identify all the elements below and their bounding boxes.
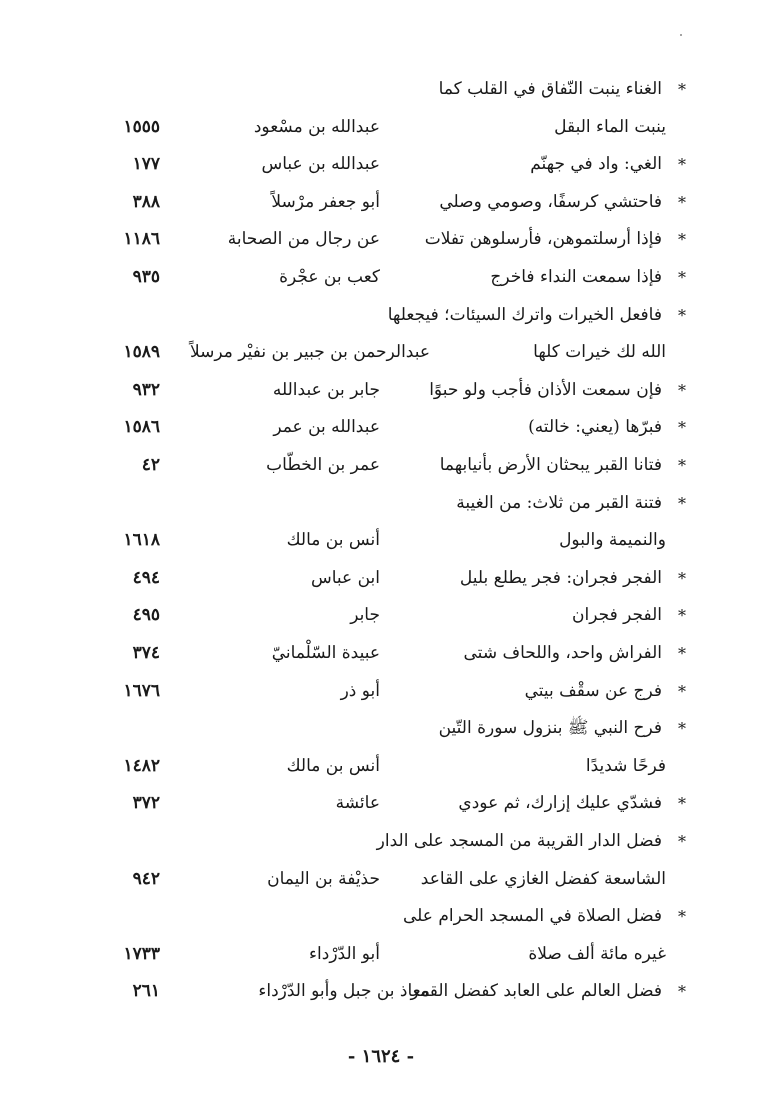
hadith-number: ١٥٨٦ xyxy=(123,417,160,438)
hadith-text: فاحتشي كرسفًا، وصومي وصلي xyxy=(439,191,662,212)
hadith-text-continuation: غيره مائة ألف صلاة xyxy=(528,943,666,964)
hadith-number: ١٦٧٦ xyxy=(123,680,160,701)
hadith-number: ١٧٧ xyxy=(132,154,160,175)
index-entry-row xyxy=(0,864,762,894)
index-entry-row xyxy=(0,187,762,217)
hadith-number: ٣٧٤ xyxy=(132,643,160,663)
entry-star-marker: * xyxy=(678,982,686,1002)
entry-star-marker: * xyxy=(678,832,686,851)
index-entry-row xyxy=(0,939,762,969)
hadith-number: ٩٣٢ xyxy=(132,379,160,400)
hadith-text: فإذا سمعت النداء فاخرج xyxy=(490,267,662,287)
hadith-text: فضل الصلاة في المسجد الحرام على xyxy=(403,906,662,927)
narrator-name: ابن عباس xyxy=(310,567,380,588)
index-entry-row xyxy=(0,412,762,442)
entry-star-marker: * xyxy=(678,606,686,626)
index-entry-row xyxy=(0,525,762,555)
hadith-text-continuation: الشاسعة كفضل الغازي على القاعد xyxy=(420,868,666,889)
index-entry-row xyxy=(0,337,762,367)
hadith-text-continuation: والنميمة والبول xyxy=(559,530,666,551)
entry-star-marker: * xyxy=(678,794,686,814)
hadith-text-continuation: فرحًا شديدًا xyxy=(585,755,666,776)
narrator-name: جابر بن عبدالله xyxy=(272,379,380,400)
narrator-name: معاذ بن جبل وأبو الدّرْداء xyxy=(258,981,430,1002)
hadith-number: ٤٩٥ xyxy=(132,605,160,626)
entry-star-marker: * xyxy=(678,192,686,212)
narrator-name: أبو جعفر مرْسلاً xyxy=(271,191,380,212)
index-entry-row xyxy=(0,826,762,856)
hadith-text: فإن سمعت الأذان فأجب ولو حبوًا xyxy=(429,379,662,400)
hadith-number: ١١٨٦ xyxy=(123,229,160,250)
hadith-number: ٣٨٨ xyxy=(132,191,160,212)
narrator-name: أبو الدّرْداء xyxy=(309,943,380,964)
hadith-text: الفجر فجران xyxy=(572,605,662,626)
hadith-text: فتنة القبر من ثلاث: من الغيبة xyxy=(456,492,662,513)
hadith-text: فضل العالم على العابد كفضل القمر xyxy=(410,981,662,1002)
entry-star-marker: * xyxy=(678,305,686,325)
hadith-number: ١٥٨٩ xyxy=(123,342,160,363)
hadith-text-continuation: الله لك خيرات كلها xyxy=(533,342,666,363)
index-entry-row xyxy=(0,976,762,1006)
hadith-text: فرح النبي ﷺ بنزول سورة التّين xyxy=(438,718,662,739)
index-entry-row xyxy=(0,300,762,330)
hadith-text: فافعل الخيرات واترك السيئات؛ فيجعلها xyxy=(387,304,662,325)
hadith-number: ١٧٣٣ xyxy=(123,943,160,964)
hadith-number: ٩٣٥ xyxy=(132,267,160,287)
page-speck xyxy=(680,34,682,36)
index-entry-row xyxy=(0,563,762,593)
hadith-text: فبرّها (يعني: خالته) xyxy=(528,417,662,438)
index-entry-row xyxy=(0,488,762,518)
index-entry-row xyxy=(0,112,762,142)
narrator-name: عبدالله بن مسْعود xyxy=(253,116,380,137)
page-number: - ١٦٢٤ - xyxy=(347,1046,415,1067)
narrator-name: عبدالرحمن بن جبير بن نفيْر مرسلاً xyxy=(190,342,430,363)
narrator-name: كعب بن عجْرة xyxy=(279,267,380,287)
entry-star-marker: * xyxy=(678,644,686,663)
hadith-number: ١٥٥٥ xyxy=(123,116,160,137)
index-entry-row xyxy=(0,450,762,480)
narrator-name: عمر بن الخطّاب xyxy=(266,455,380,475)
entry-star-marker: * xyxy=(678,80,686,99)
hadith-text: فرج عن سقْف بيتي xyxy=(524,680,662,701)
hadith-text: فتانا القبر يبحثان الأرض بأنيابهما xyxy=(439,455,662,475)
entry-star-marker: * xyxy=(678,493,686,513)
entry-star-marker: * xyxy=(678,380,686,400)
narrator-name: حذيْفة بن اليمان xyxy=(267,868,380,889)
narrator-name: عبيدة السّلْمانيّ xyxy=(271,643,380,663)
entry-star-marker: * xyxy=(678,230,686,250)
hadith-number: ١٤٨٢ xyxy=(123,755,160,776)
hadith-text: فإذا أرسلتموهن، فأرسلوهن تفلات xyxy=(424,229,662,250)
narrator-name: عائشة xyxy=(335,793,380,814)
narrator-name: أنس بن مالك xyxy=(286,530,380,551)
hadith-text: فشدّي عليك إزارك، ثم عودي xyxy=(458,793,662,814)
narrator-name: عبدالله بن عباس xyxy=(261,154,380,175)
index-entry-row xyxy=(0,375,762,405)
hadith-text-continuation: ينبت الماء البقل xyxy=(554,116,666,137)
hadith-text: الغناء ينبت النّفاق في القلب كما xyxy=(438,79,662,99)
index-entry-row xyxy=(0,224,762,254)
hadith-text: الفجر فجران: فجر يطلع بليل xyxy=(459,567,662,588)
index-entry-row xyxy=(0,676,762,706)
entry-star-marker: * xyxy=(678,418,686,438)
entry-star-marker: * xyxy=(678,907,686,927)
entry-star-marker: * xyxy=(678,568,686,588)
hadith-number: ٣٧٢ xyxy=(132,793,160,814)
entry-star-marker: * xyxy=(678,681,686,701)
index-entry-row xyxy=(0,149,762,179)
hadith-text: الفراش واحد، واللحاف شتى xyxy=(463,643,662,663)
index-entry-row xyxy=(0,600,762,630)
narrator-name: أنس بن مالك xyxy=(286,755,380,776)
entry-star-marker: * xyxy=(678,155,686,175)
narrator-name: عبدالله بن عمر xyxy=(273,417,380,438)
hadith-number: ٤٢ xyxy=(141,455,160,475)
hadith-number: ٩٤٢ xyxy=(132,868,160,889)
index-entry-row xyxy=(0,788,762,818)
hadith-number: ٢٦١ xyxy=(132,981,160,1002)
index-entry-row xyxy=(0,713,762,743)
hadith-text: فضل الدار القريبة من المسجد على الدار xyxy=(376,831,662,851)
narrator-name: أبو ذر xyxy=(340,680,380,701)
narrator-name: عن رجال من الصحابة xyxy=(227,229,380,250)
entry-star-marker: * xyxy=(678,268,686,287)
entry-star-marker: * xyxy=(678,456,686,475)
index-entry-row xyxy=(0,901,762,931)
hadith-text: الغي: واد في جهنّم xyxy=(530,154,662,175)
entry-star-marker: * xyxy=(678,719,686,739)
hadith-number: ٤٩٤ xyxy=(132,567,160,588)
index-entry-row xyxy=(0,262,762,292)
index-entry-row xyxy=(0,638,762,668)
index-entry-row xyxy=(0,74,762,104)
narrator-name: جابر xyxy=(350,605,380,626)
index-entry-row xyxy=(0,751,762,781)
hadith-number: ١٦١٨ xyxy=(123,530,160,551)
